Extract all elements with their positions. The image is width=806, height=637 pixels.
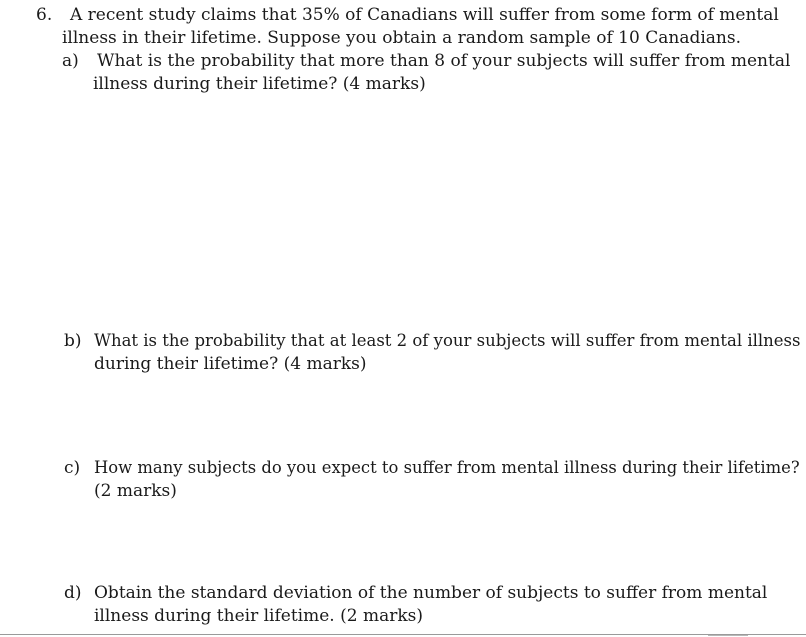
question-number: 6. (36, 5, 53, 25)
part-a-label: a) (62, 51, 79, 71)
part-c-line-2: (2 marks) (94, 481, 177, 501)
question-stem-line-1: A recent study claims that 35% of Canadians will suffer from some form of mental (70, 5, 779, 25)
part-d-line-2: illness during their lifetime. (2 marks) (94, 606, 423, 626)
part-b-line-1: What is the probability that at least 2 of your subjects will suffer from mental illness (94, 331, 801, 351)
part-a-line-2: illness during their lifetime? (4 marks) (93, 74, 426, 94)
part-d-label: d) (64, 583, 82, 603)
part-c-label: c) (64, 458, 81, 478)
part-a-line-1: What is the probability that more than 8 of your subjects will suffer from mental (97, 51, 791, 71)
part-b-label: b) (64, 331, 82, 351)
part-b-line-2: during their lifetime? (4 marks) (94, 354, 367, 374)
part-c-line-1: How many subjects do you expect to suffer from mental illness during their lifetime? (94, 458, 800, 478)
question-stem-line-2: illness in their lifetime. Suppose you obtain a random sample of 10 Canadians. (62, 28, 741, 48)
bottom-divider (0, 634, 806, 635)
part-d-line-1: Obtain the standard deviation of the number of subjects to suffer from mental (94, 583, 768, 603)
bottom-divider-tail (708, 635, 748, 636)
